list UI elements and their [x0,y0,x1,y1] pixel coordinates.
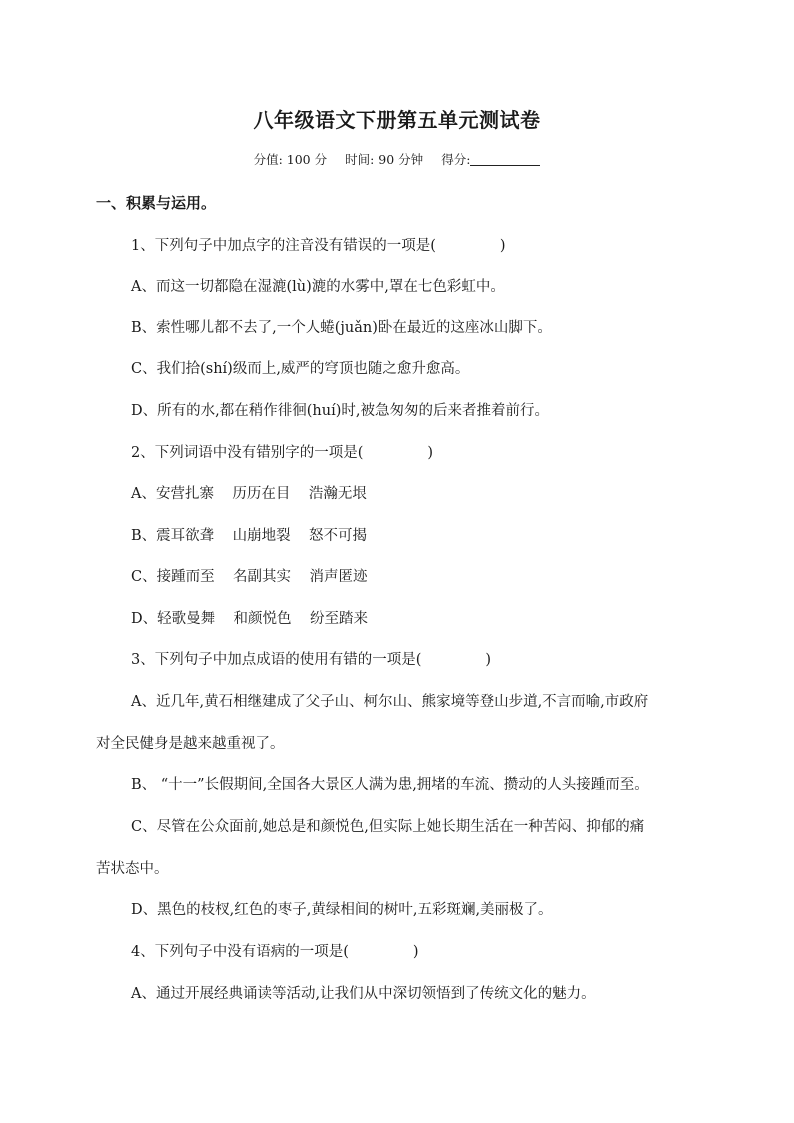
score-label: 得分: [441,152,471,167]
q3-option-a: A、近几年,黄石相继建成了父子山、柯尔山、熊家境等登山步道,不言而喻,市政府 [131,694,649,710]
q4-option-a: A、通过开展经典诵读等活动,让我们从中深切领悟到了传统文化的魅力。 [131,986,596,1002]
exam-meta [0,150,794,168]
q2-option-a: A、安营扎寨 历历在目 浩瀚无垠 [131,486,367,502]
q2-option-c: C、接踵而至 名副其实 消声匿迹 [131,569,368,585]
section-heading: 一、积累与运用。 [96,194,217,212]
q1-option-c: C、我们拾(shí)级而上,威严的穹顶也随之愈升愈高。 [131,361,470,377]
q3-option-a-cont: 对全民健身是越来越重视了。 [96,736,285,752]
exam-time: 时间: 90 分钟 [345,152,424,167]
question-2: 2、下列词语中没有错别字的一项是( ) [131,445,434,461]
q3-option-c-cont: 苦状态中。 [96,861,169,877]
full-score: 分值: 100 分 [253,152,328,167]
q2-option-d: D、轻歌曼舞 和颜悦色 纷至踏来 [131,611,368,627]
q2-option-b: B、震耳欲聋 山崩地裂 怒不可揭 [131,528,368,544]
q1-option-b: B、索性哪儿都不去了,一个人蜷(juǎn)卧在最近的这座冰山脚下。 [131,320,552,336]
q3-option-c: C、尽管在公众面前,她总是和颜悦色,但实际上她长期生活在一种苦闷、抑郁的痛 [131,819,645,835]
question-3: 3、下列句子中加点成语的使用有错的一项是( ) [131,652,492,668]
question-4: 4、下列句子中没有语病的一项是( ) [131,944,419,960]
q3-option-d: D、黑色的枝杈,红色的枣子,黄绿相间的树叶,五彩斑斓,美丽极了。 [131,902,553,918]
q3-option-b: B、 “十一”长假期间,全国各大景区人满为患,拥堵的车流、攒动的人头接踵而至。 [131,777,649,793]
question-1: 1、下列句子中加点字的注音没有错误的一项是( ) [131,238,506,254]
q1-option-d: D、所有的水,都在稍作徘徊(huí)时,被急匆匆的后来者推着前行。 [131,403,549,419]
q1-option-a: A、而这一切都隐在湿漉(lù)漉的水雾中,罩在七色彩虹中。 [131,279,505,295]
page-title: 八年级语文下册第五单元测试卷 [253,108,541,132]
score-blank [470,153,540,166]
